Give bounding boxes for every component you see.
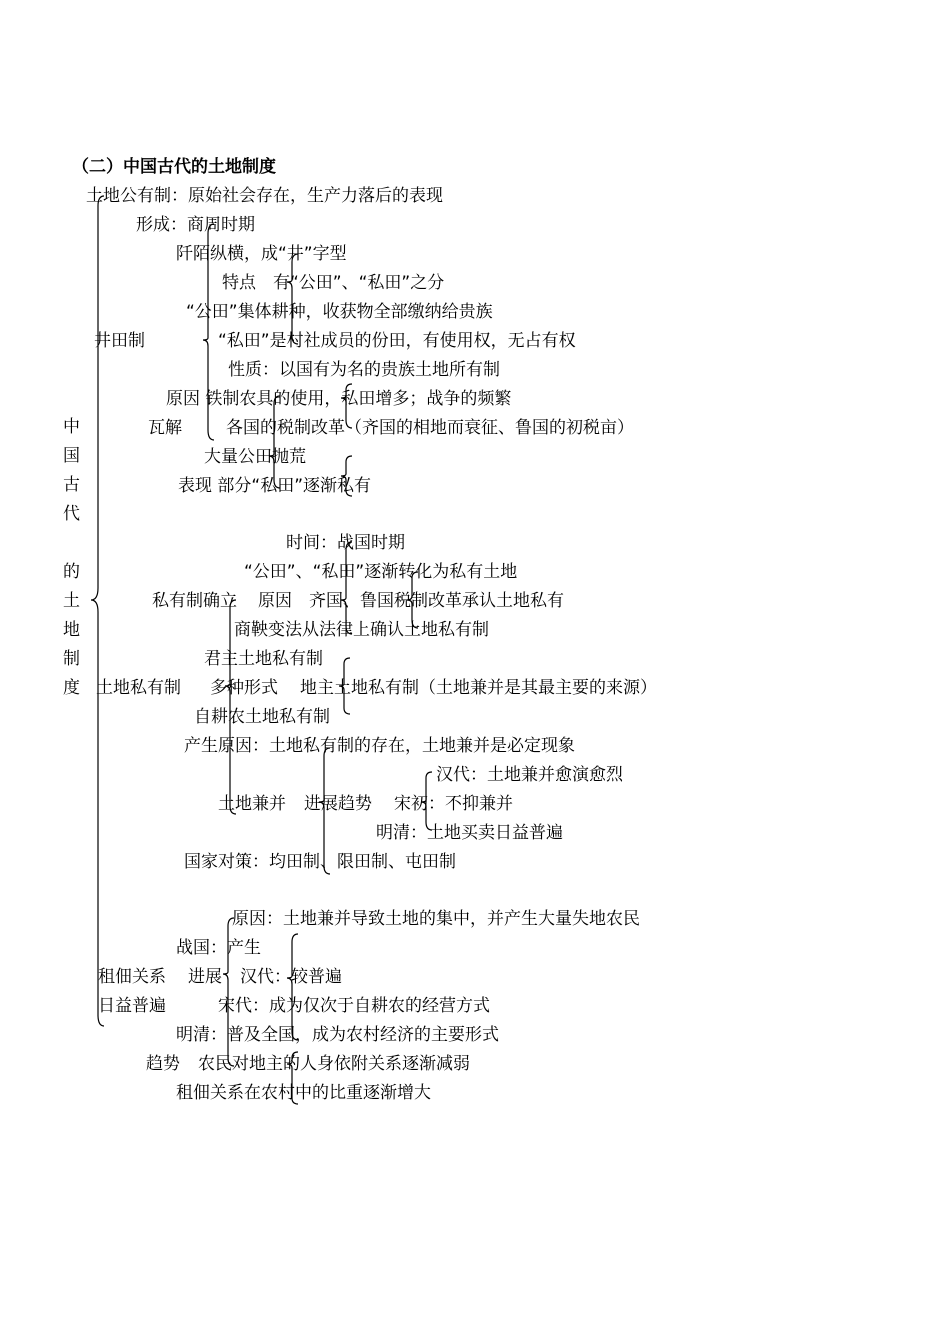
tenancy-label-1: 租佃关系 — [98, 967, 166, 987]
forms-label: 多种形式 — [210, 678, 278, 698]
form-monarch: 君主土地私有制 — [204, 649, 323, 669]
tenancy-trend-label: 趋势 — [146, 1054, 180, 1074]
vertical-char: 地 — [63, 620, 80, 640]
progress-ming-qing: 明清：普及全国，成为农村经济的主要形式 — [176, 1025, 499, 1045]
vertical-char: 代 — [63, 504, 80, 524]
collapse-abandon: 大量公田抛荒 — [204, 447, 306, 467]
collapse-tax-reform: 各国的税制改革（齐国的相地而衰征、鲁国的初税亩） — [226, 418, 634, 438]
collapse-manifest: 表现 部分“私田”逐渐私有 — [178, 476, 372, 496]
trend-label: 进展趋势 — [304, 794, 372, 814]
tenancy-trend-2: 租佃关系在农村中的比重逐渐增大 — [176, 1083, 431, 1103]
vertical-char: 土 — [63, 591, 80, 611]
jingtian-formation: 形成：商周时期 — [136, 215, 255, 235]
establish-cause: 原因 齐国、鲁国税制改革承认土地私有 — [258, 591, 564, 611]
public-ownership: 土地公有制：原始社会存在，生产力落后的表现 — [86, 186, 443, 206]
vertical-char: 中 — [63, 417, 80, 437]
progress-warring: 战国：产生 — [176, 938, 261, 958]
private-label: 土地私有制 — [96, 678, 181, 698]
establish-label: 私有制确立 — [152, 591, 237, 611]
establish-time: 时间：战国时期 — [286, 533, 405, 553]
trend-song: 宋初：不抑兼并 — [394, 794, 513, 814]
state-policy: 国家对策：均田制、限田制、屯田制 — [184, 852, 456, 872]
section-title: （二）中国古代的土地制度 — [72, 157, 276, 177]
vertical-char: 度 — [63, 678, 80, 698]
form-landlord: 地主土地私有制（土地兼并是其最主要的来源） — [300, 678, 657, 698]
progress-song: 宋代：成为仅次于自耕农的经营方式 — [218, 996, 490, 1016]
establish-shang-yang: 商鞅变法从法律上确认土地私有制 — [234, 620, 489, 640]
collapse-label: 瓦解 — [148, 418, 182, 438]
jingtian-nature: 性质：以国有为名的贵族土地所有制 — [228, 360, 500, 380]
progress-label: 进展 — [188, 967, 222, 987]
trend-han: 汉代：土地兼并愈演愈烈 — [436, 765, 623, 785]
tenancy-trend-1: 农民对地主的人身依附关系逐渐减弱 — [198, 1054, 470, 1074]
merge-cause: 产生原因：土地私有制的存在，土地兼并是必定现象 — [184, 736, 575, 756]
jingtian-feature-3: “公田”集体耕种，收获物全部缴纳给贵族 — [186, 302, 493, 322]
jingtian-feature-2: 特点 有“公田”、“私田”之分 — [222, 273, 445, 293]
establish-transform: “公田”、“私田”逐渐转化为私有土地 — [244, 562, 518, 582]
jingtian-feature-4: “私田”是村社成员的份田，有使用权，无占有权 — [218, 331, 576, 351]
tenancy-reason: 原因：土地兼并导致土地的集中，并产生大量失地农民 — [232, 909, 640, 929]
trend-ming-qing: 明清：土地买卖日益普遍 — [376, 823, 563, 843]
vertical-char: 国 — [63, 446, 80, 466]
vertical-char: 的 — [63, 562, 80, 582]
merge-label: 土地兼并 — [218, 794, 286, 814]
collapse-cause: 原因 铁制农具的使用，私田增多；战争的频繁 — [166, 389, 512, 409]
vertical-char: 古 — [63, 475, 80, 495]
tenancy-label-2: 日益普遍 — [98, 996, 166, 1016]
vertical-char: 制 — [63, 649, 80, 669]
main-brace — [91, 196, 104, 1026]
jingtian-feature-1: 阡陌纵横，成“井”字型 — [176, 244, 347, 264]
form-peasant: 自耕农土地私有制 — [194, 707, 330, 727]
jingtian-label: 井田制 — [94, 331, 145, 351]
progress-han: 汉代：较普遍 — [240, 967, 342, 987]
